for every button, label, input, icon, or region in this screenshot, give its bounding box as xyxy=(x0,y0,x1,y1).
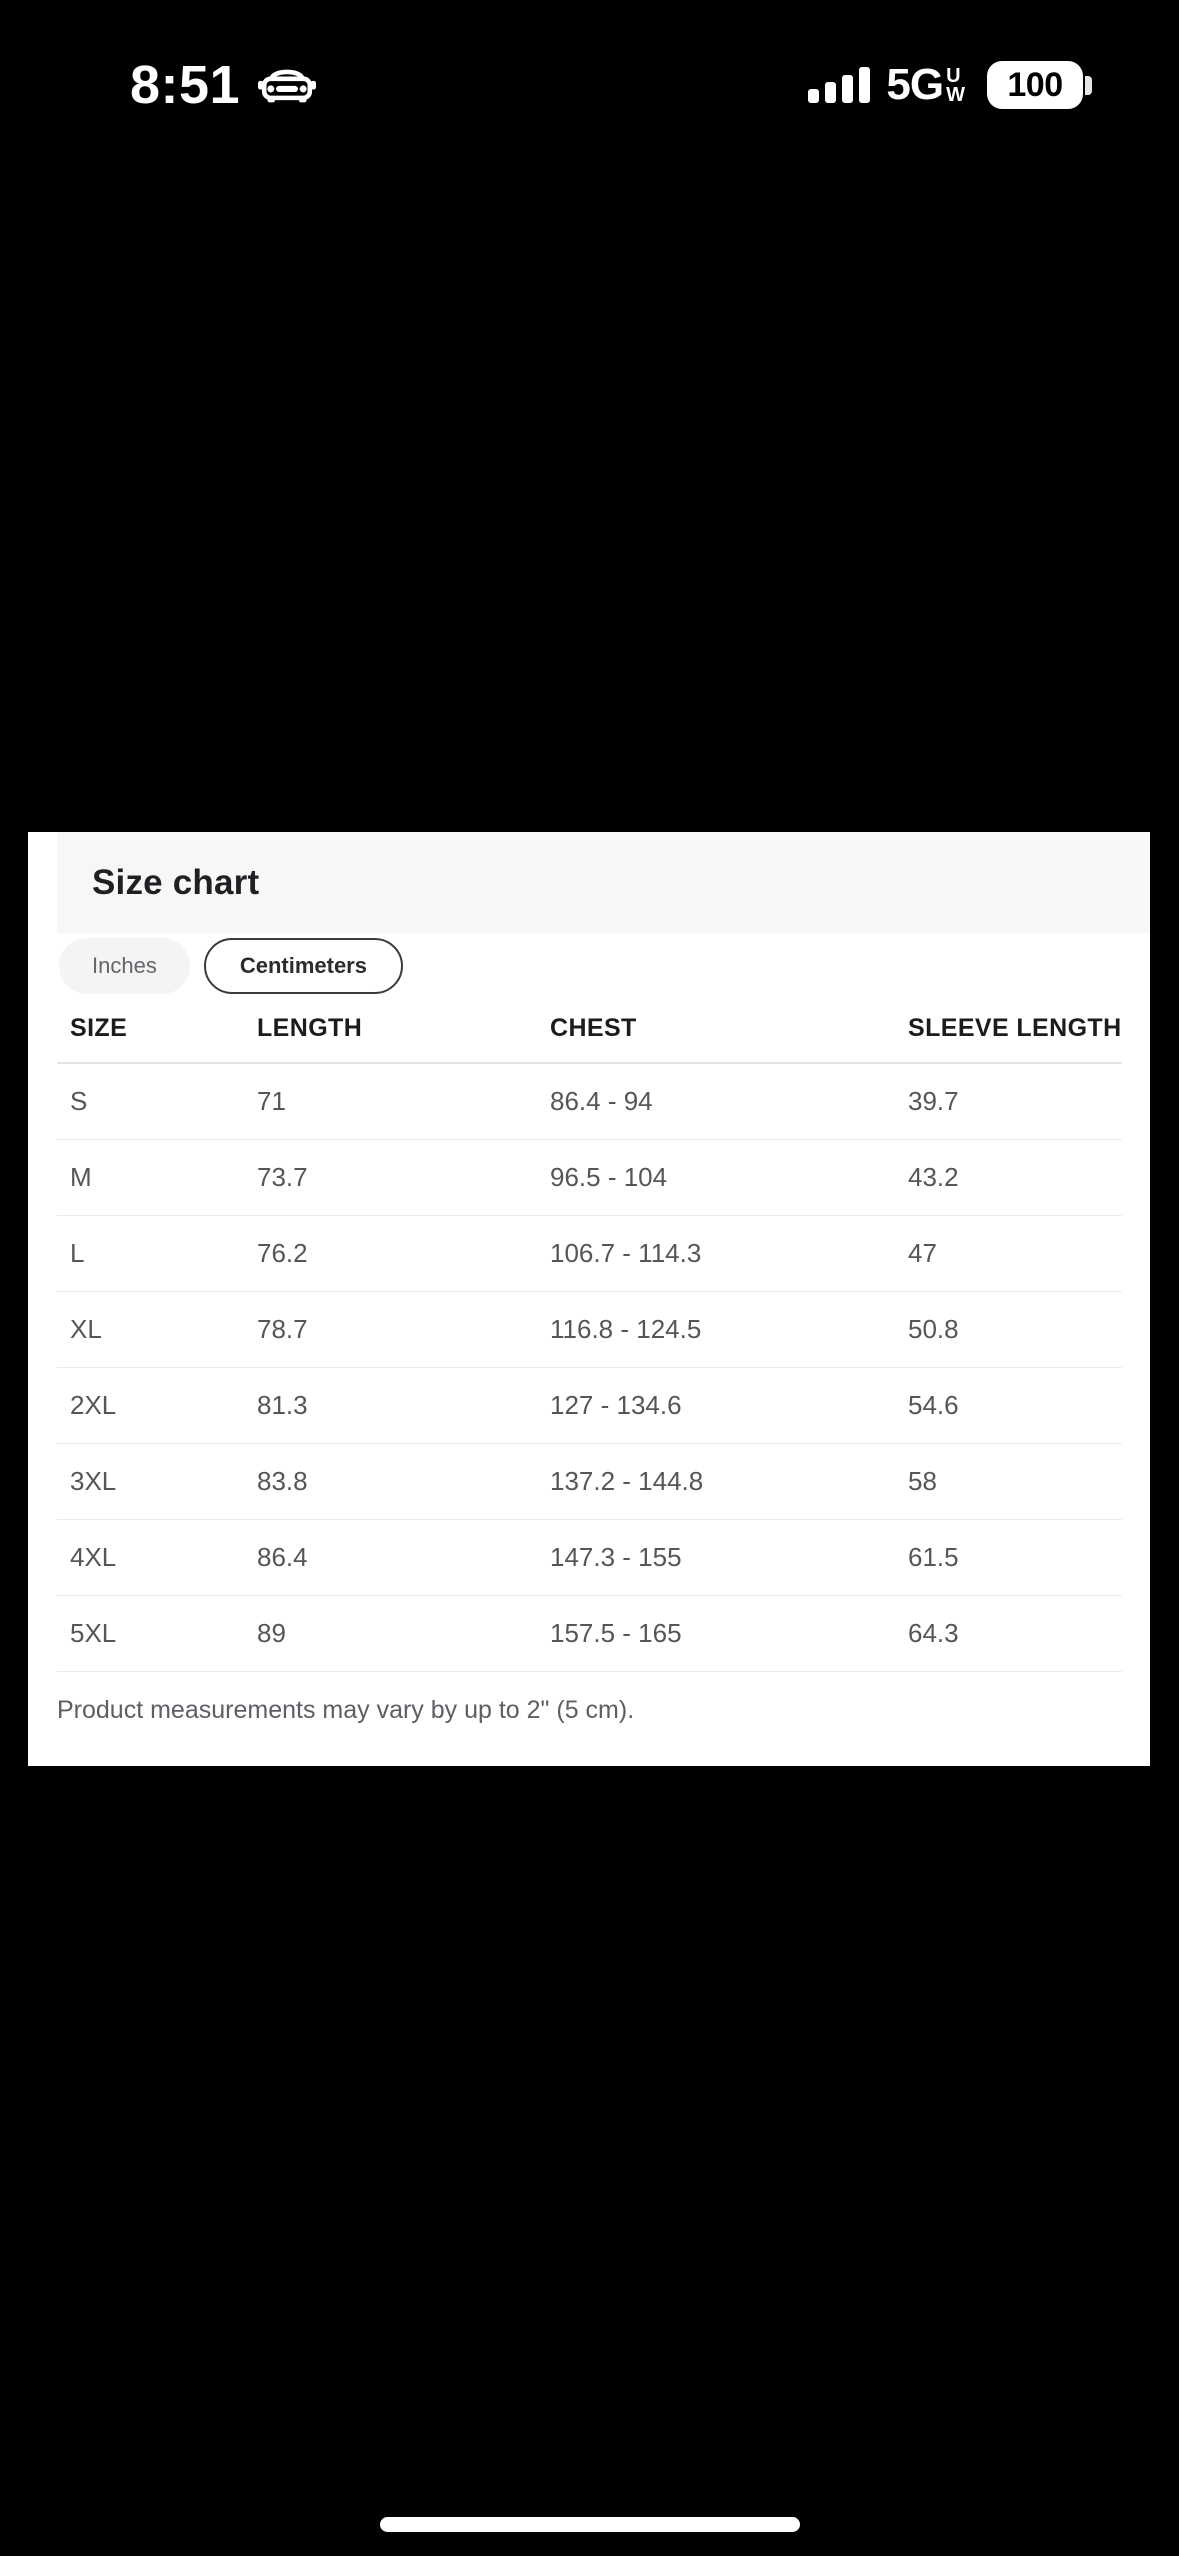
cell-chest: 116.8 - 124.5 xyxy=(550,1314,702,1344)
cell-size: 4XL xyxy=(70,1542,117,1572)
size-table-body xyxy=(57,1064,1122,1672)
cell-chest: 147.3 - 155 xyxy=(550,1542,682,1572)
status-bar-right xyxy=(808,60,1092,110)
cell-size: M xyxy=(70,1162,92,1192)
inches-toggle-button[interactable]: Inches xyxy=(59,938,190,994)
size-table xyxy=(57,994,1122,1672)
cell-length: 89 xyxy=(257,1618,286,1648)
cell-chest: 106.7 - 114.3 xyxy=(550,1238,702,1268)
size-chart-sheet xyxy=(28,832,1150,1766)
cellular-signal-icon xyxy=(808,67,870,103)
header-size: SIZE xyxy=(70,1013,128,1042)
unit-toggle xyxy=(59,938,1150,994)
sheet-header xyxy=(57,832,1150,933)
cell-length: 81.3 xyxy=(257,1390,308,1420)
cell-size: S xyxy=(70,1086,88,1116)
battery-percent: 100 xyxy=(987,61,1083,109)
cell-length: 71 xyxy=(257,1086,286,1116)
cell-chest: 96.5 - 104 xyxy=(550,1162,668,1192)
table-row xyxy=(57,1368,1122,1444)
cell-size: 3XL xyxy=(70,1466,117,1496)
cell-sleeve-length: 58 xyxy=(908,1466,937,1496)
table-row xyxy=(57,1140,1122,1216)
table-row xyxy=(57,1064,1122,1140)
network-type-indicator xyxy=(886,60,965,110)
cell-chest: 127 - 134.6 xyxy=(550,1390,682,1420)
header-chest: CHEST xyxy=(550,1013,637,1042)
cell-size: 5XL xyxy=(70,1618,117,1648)
sheet-title: Size chart xyxy=(92,862,260,902)
cell-size: 2XL xyxy=(70,1390,117,1420)
cell-chest: 137.2 - 144.8 xyxy=(550,1466,704,1496)
cell-sleeve-length: 54.6 xyxy=(908,1390,959,1420)
cell-sleeve-length: 50.8 xyxy=(908,1314,959,1344)
cell-sleeve-length: 43.2 xyxy=(908,1162,959,1192)
cell-length: 78.7 xyxy=(257,1314,308,1344)
table-row xyxy=(57,1520,1122,1596)
car-focus-icon xyxy=(258,64,316,106)
table-row xyxy=(57,1596,1122,1672)
network-5g-label: 5G xyxy=(886,60,944,109)
table-row xyxy=(57,1292,1122,1368)
cell-sleeve-length: 61.5 xyxy=(908,1542,959,1572)
cell-chest: 86.4 - 94 xyxy=(550,1086,653,1116)
cell-sleeve-length: 47 xyxy=(908,1238,937,1268)
centimeters-toggle-button[interactable]: Centimeters xyxy=(204,938,403,994)
header-length: LENGTH xyxy=(257,1013,363,1042)
battery-nub xyxy=(1085,76,1092,95)
cell-size: XL xyxy=(70,1314,102,1344)
table-row xyxy=(57,1444,1122,1520)
status-bar-left xyxy=(130,54,316,116)
status-bar xyxy=(0,50,1179,120)
cell-length: 86.4 xyxy=(257,1542,308,1572)
cell-chest: 157.5 - 165 xyxy=(550,1618,682,1648)
header-sleeve-length: SLEEVE LENGTH xyxy=(908,1013,1122,1042)
cell-length: 76.2 xyxy=(257,1238,308,1268)
network-uw-label: U W xyxy=(946,65,965,106)
clock-time: 8:51 xyxy=(130,55,241,115)
measurement-disclaimer: Product measurements may vary by up to 2" (5 cm). xyxy=(57,1696,635,1724)
battery-icon xyxy=(987,61,1092,109)
cell-length: 73.7 xyxy=(257,1162,308,1192)
table-row xyxy=(57,1216,1122,1292)
cell-sleeve-length: 64.3 xyxy=(908,1618,959,1648)
cell-size: L xyxy=(70,1238,85,1268)
home-indicator[interactable] xyxy=(380,2517,800,2532)
cell-length: 83.8 xyxy=(257,1466,308,1496)
cell-sleeve-length: 39.7 xyxy=(908,1086,959,1116)
table-header-row xyxy=(57,994,1122,1064)
